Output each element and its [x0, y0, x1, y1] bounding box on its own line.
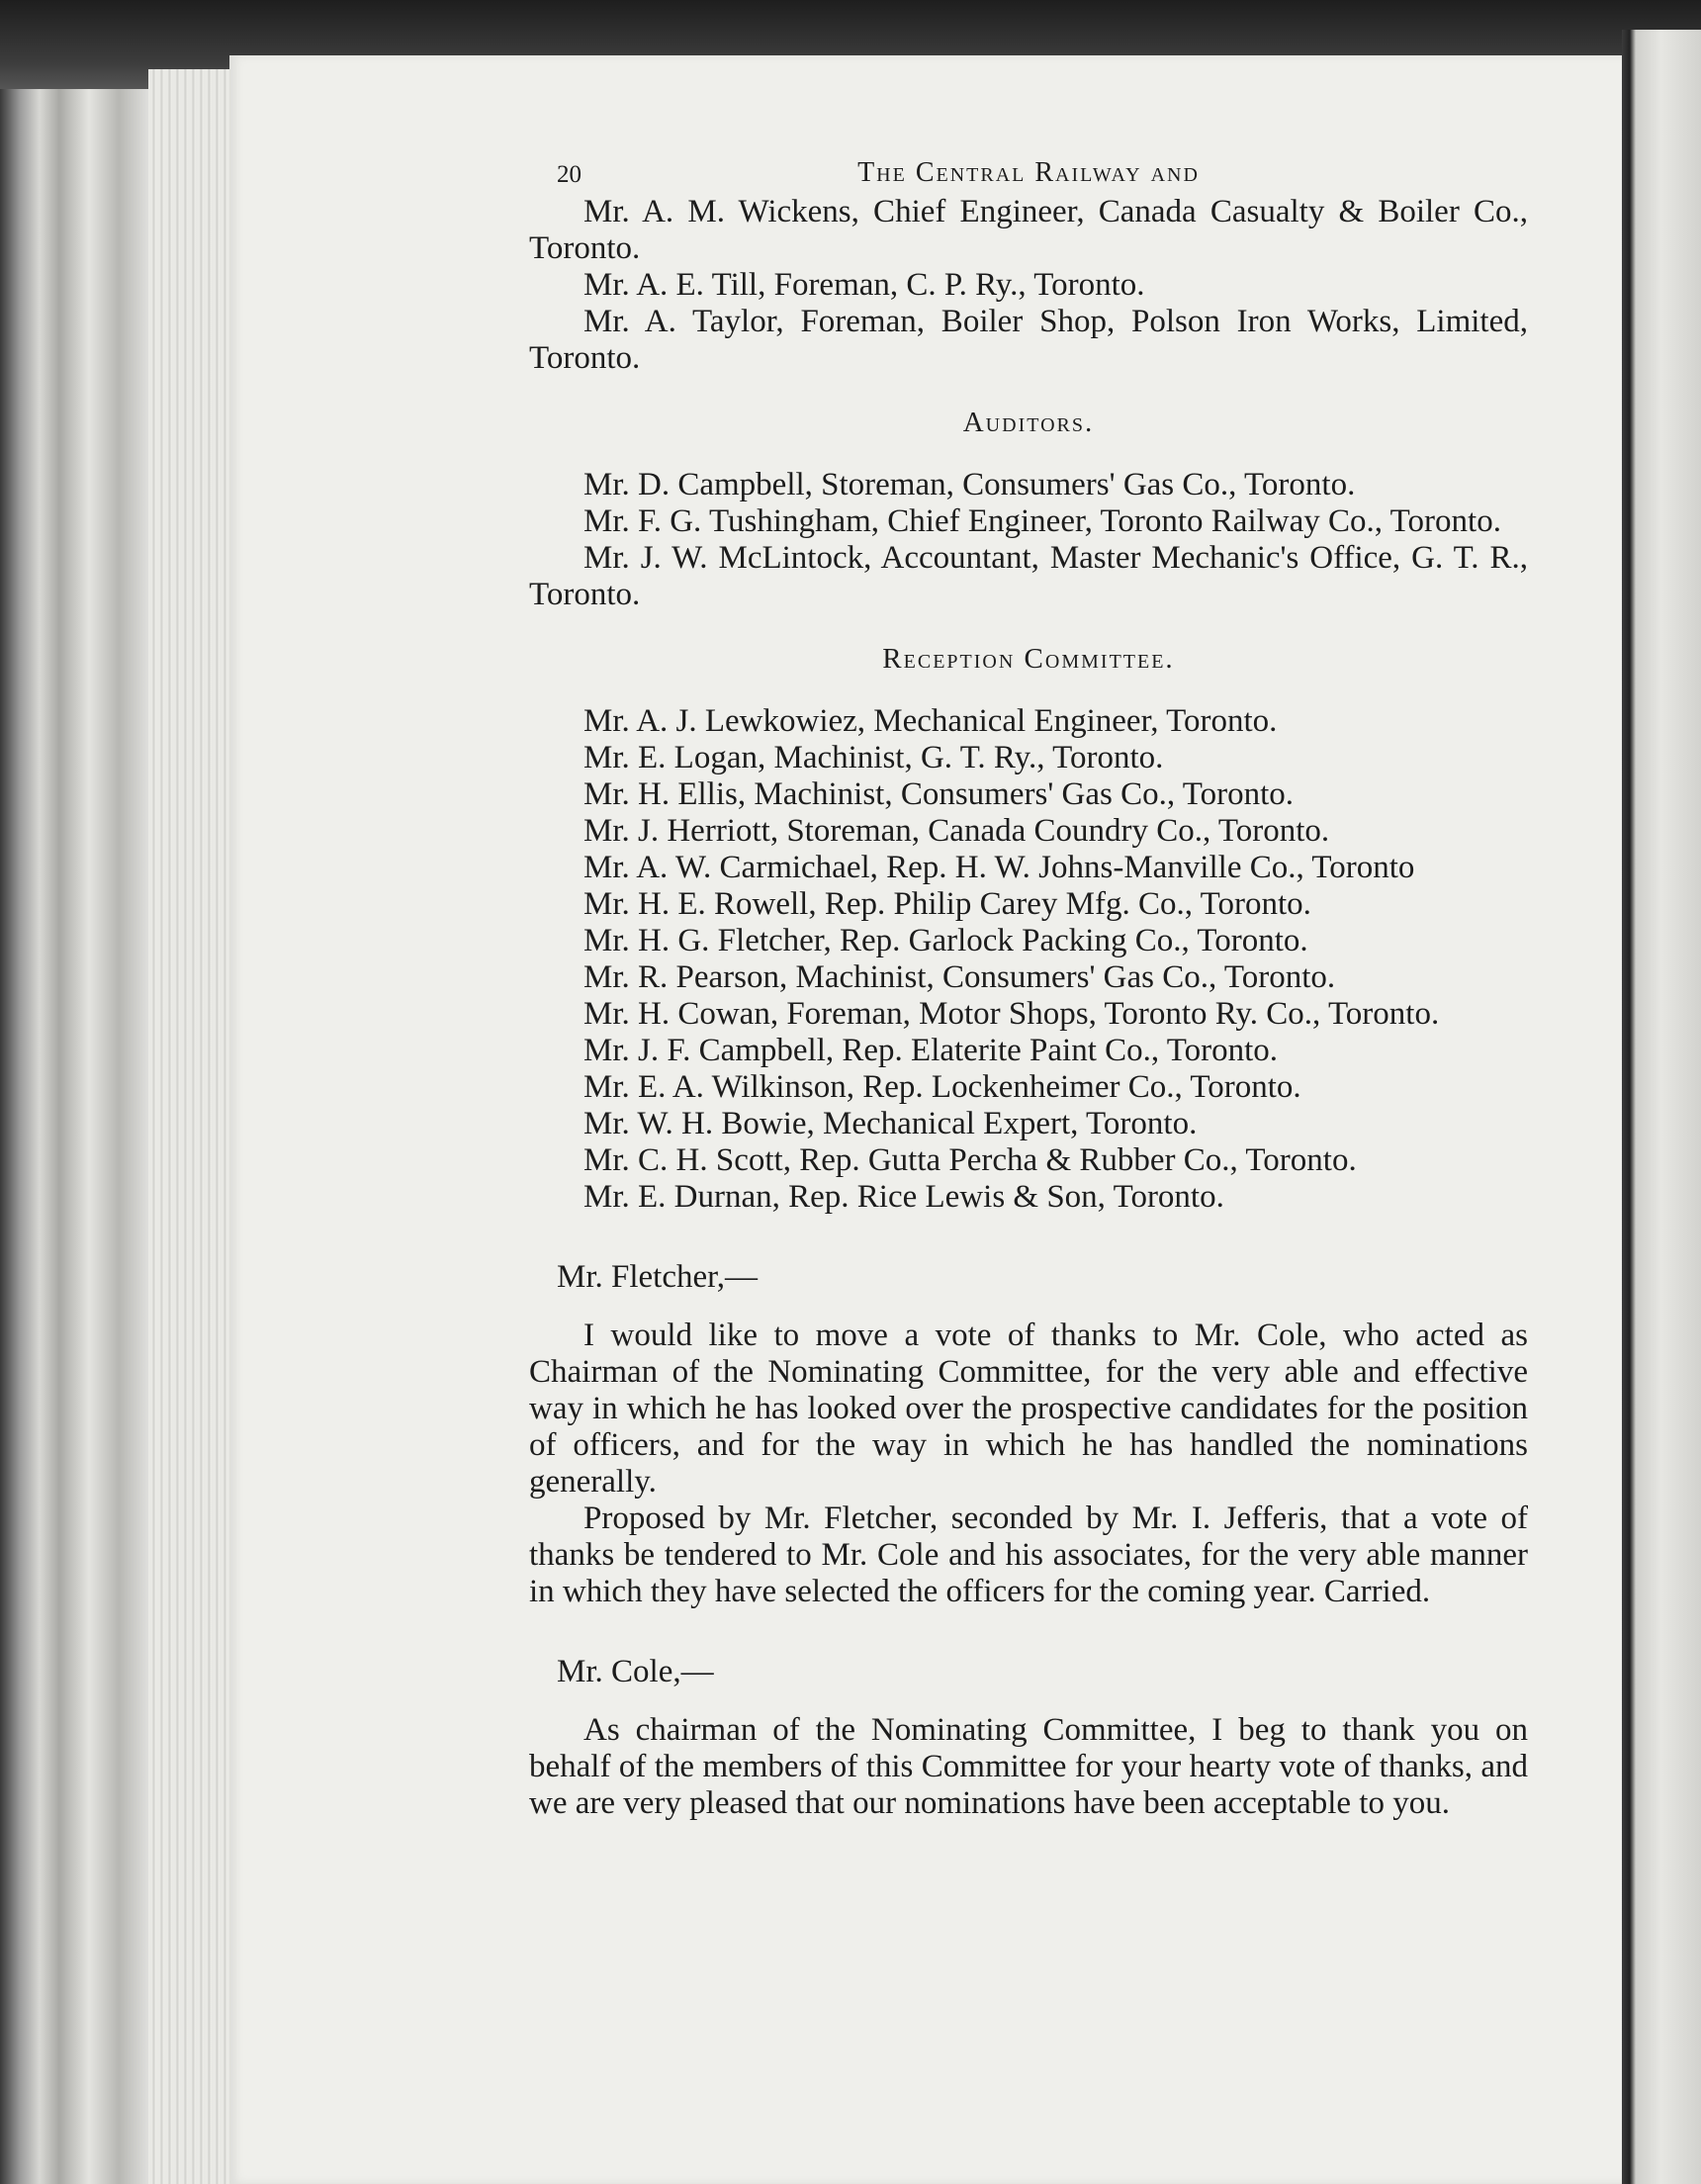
list-item: Mr. F. G. Tushingham, Chief Engineer, Toronto Railway Co., Toronto.	[583, 503, 1501, 539]
fletcher-paragraph: I would like to move a vote of thanks to Mr. Cole, who acted as Chairman of the Nominating Committee, for the very able and effective way in which he has looked over the prospective candidates for the position of officers, and for the way in which he has handled the nominations generally.	[529, 1318, 1528, 1500]
list-item: Mr. D. Campbell, Storeman, Consumers' Gas Co., Toronto.	[583, 467, 1356, 502]
list-item: Mr. E. Logan, Machinist, G. T. Ry., Toronto.	[583, 740, 1164, 775]
list-item: Mr. R. Pearson, Machinist, Consumers' Gas Co., Toronto.	[583, 959, 1336, 995]
list-item: Mr. W. H. Bowie, Mechanical Expert, Toronto.	[583, 1106, 1198, 1141]
list-item: Mr. H. E. Rowell, Rep. Philip Carey Mfg. Co., Toronto.	[583, 886, 1311, 922]
page-text	[529, 148, 1528, 1822]
motion-paragraph: Proposed by Mr. Fletcher, seconded by Mr. I. Jefferis, that a vote of thanks be tendered to Mr. Cole and his associates, for the very able manner in which they have selected the officers for the coming year. Carried.	[529, 1501, 1528, 1609]
auditors-heading: Auditors.	[962, 407, 1095, 438]
page-number: 20	[557, 161, 582, 188]
list-item: Mr. E. Durnan, Rep. Rice Lewis & Son, Toronto.	[583, 1179, 1224, 1215]
list-item: Mr. A. E. Till, Foreman, C. P. Ry., Toronto.	[583, 267, 1145, 303]
list-item: Mr. A. J. Lewkowiez, Mechanical Engineer, Toronto.	[583, 703, 1278, 739]
list-item: Mr. H. Cowan, Foreman, Motor Shops, Toronto Ry. Co., Toronto.	[583, 996, 1440, 1032]
list-item: Mr. H. Ellis, Machinist, Consumers' Gas Co., Toronto.	[583, 776, 1295, 812]
running-head: The Central Railway and	[857, 157, 1200, 188]
list-item: Mr. A. W. Carmichael, Rep. H. W. Johns-Manville Co., Toronto	[583, 850, 1415, 885]
member-list	[529, 194, 1528, 377]
cole-paragraph: As chairman of the Nominating Committee, I beg to thank you on behalf of the members of this Committee for your hearty vote of thanks, and we are very pleased that our nominations have been acceptable to you.	[529, 1712, 1528, 1821]
list-item: Mr. C. H. Scott, Rep. Gutta Percha & Rubber Co., Toronto.	[583, 1142, 1357, 1178]
list-item: Mr. A. Taylor, Foreman, Boiler Shop, Polson Iron Works, Limited, Toronto.	[529, 304, 1528, 376]
book-spine	[0, 89, 158, 2184]
speaker-fletcher: Mr. Fletcher,—	[557, 1259, 759, 1295]
list-item: Mr. H. G. Fletcher, Rep. Garlock Packing Co., Toronto.	[583, 923, 1308, 958]
book-right-edge	[1622, 30, 1701, 2184]
reception-committee-list	[529, 703, 1528, 1216]
list-item: Mr. A. M. Wickens, Chief Engineer, Canada Casualty & Boiler Co., Toronto.	[529, 194, 1528, 266]
list-item: Mr. J. F. Campbell, Rep. Elaterite Paint Co., Toronto.	[583, 1033, 1279, 1068]
list-item: Mr. J. Herriott, Storeman, Canada Coundry Co., Toronto.	[583, 813, 1330, 849]
list-item: Mr. J. W. McLintock, Accountant, Master Mechanic's Office, G. T. R., Toronto.	[529, 540, 1528, 612]
list-item: Mr. E. A. Wilkinson, Rep. Lockenheimer Co., Toronto.	[583, 1069, 1301, 1105]
auditors-list	[529, 467, 1528, 613]
page-header	[529, 148, 1528, 194]
reception-committee-heading: Reception Committee.	[882, 643, 1175, 675]
speaker-cole: Mr. Cole,—	[557, 1654, 714, 1689]
